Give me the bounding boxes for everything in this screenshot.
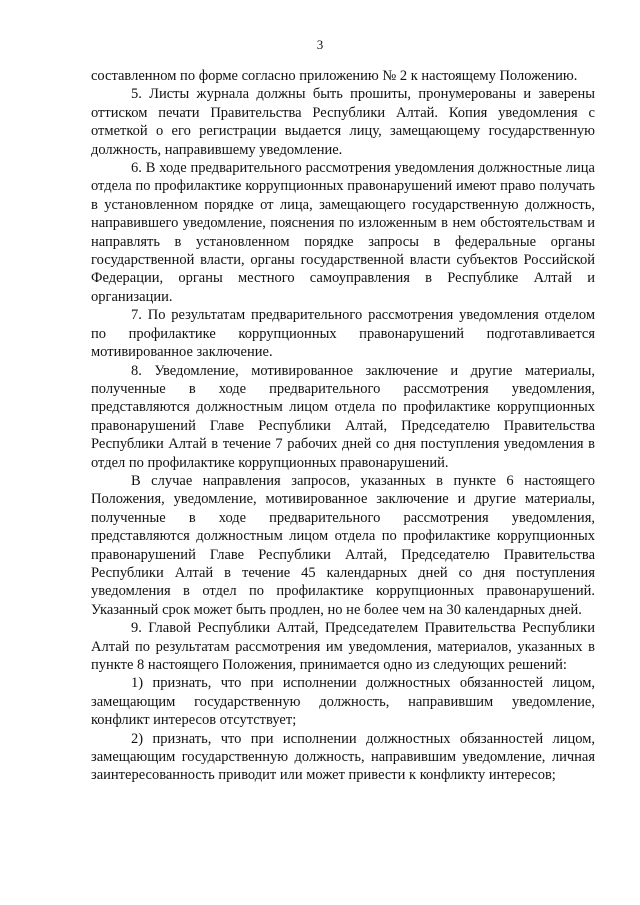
document-body xyxy=(91,67,595,785)
paragraph-item-8: 8. Уведомление, мотивированное заключение и другие материалы, полученные в ходе предварительного рассмотрения уведомления, представляются должностным лицом отдела по профилактике коррупционных правонарушений Главе Республики Алтай, Председателю Правительства Республики Алтай в течение 7 рабочих дней со дня поступления уведомления в отдел по профилактике коррупционных правонарушений. xyxy=(91,362,595,471)
paragraph-continuation: составленном по форме согласно приложению № 2 к настоящему Положению. xyxy=(91,68,578,84)
paragraph-decision-2: 2) признать, что при исполнении должностных обязанностей лицом, замещающим государственную должность, направившим уведомление, личная заинтересованность приводит или может привести к конфликту интересов; xyxy=(91,730,595,784)
paragraph-item-8-extension: В случае направления запросов, указанных в пункте 6 настоящего Положения, уведомление, мотивированное заключение и другие материалы, полученные в ходе предварительного рассмотрения уведомления, представляются должностным лицом отдела по профилактике коррупционных правонарушений Главе Республики Алтай, Председателю Правительства Республики Алтай в течение 45 календарных дней со дня поступления уведомления в отдел по профилактике коррупционных правонарушений. Указанный срок может быть продлен, но не более чем на 30 календарных дней. xyxy=(91,472,595,618)
paragraph-item-5: 5. Листы журнала должны быть прошиты, пронумерованы и заверены оттиском печати Правительства Республики Алтай. Копия уведомления с отметкой о его регистрации выдается лицу, замещающему государственную должность, направившему уведомление. xyxy=(91,86,595,158)
paragraph-item-6: 6. В ходе предварительного рассмотрения уведомления должностные лица отдела по профилактике коррупционных правонарушений имеют право получать в установленном порядке от лица, замещающего государственную должность, направившего уведомление, пояснения по изложенным в нем обстоятельствам и направлять в установленном порядке запросы в федеральные органы государственной власти, органы государственной власти субъектов Российской Федерации, органы местного самоуправления в Республике Алтай и организации. xyxy=(91,160,595,305)
paragraph-item-7: 7. По результатам предварительного рассмотрения уведомления отделом по профилактике коррупционных правонарушений подготавливается мотивированное заключение. xyxy=(91,307,595,361)
paragraph-item-9: 9. Главой Республики Алтай, Председателем Правительства Республики Алтай по результатам рассмотрения им уведомления, материалов, указанных в пункте 8 настоящего Положения, принимается одно из следующих решений: xyxy=(91,620,595,673)
paragraph-decision-1: 1) признать, что при исполнении должностных обязанностей лицом, замещающим государственную должность, направившим уведомление, конфликт интересов отсутствует; xyxy=(91,675,595,729)
page-number: 3 xyxy=(316,37,324,52)
